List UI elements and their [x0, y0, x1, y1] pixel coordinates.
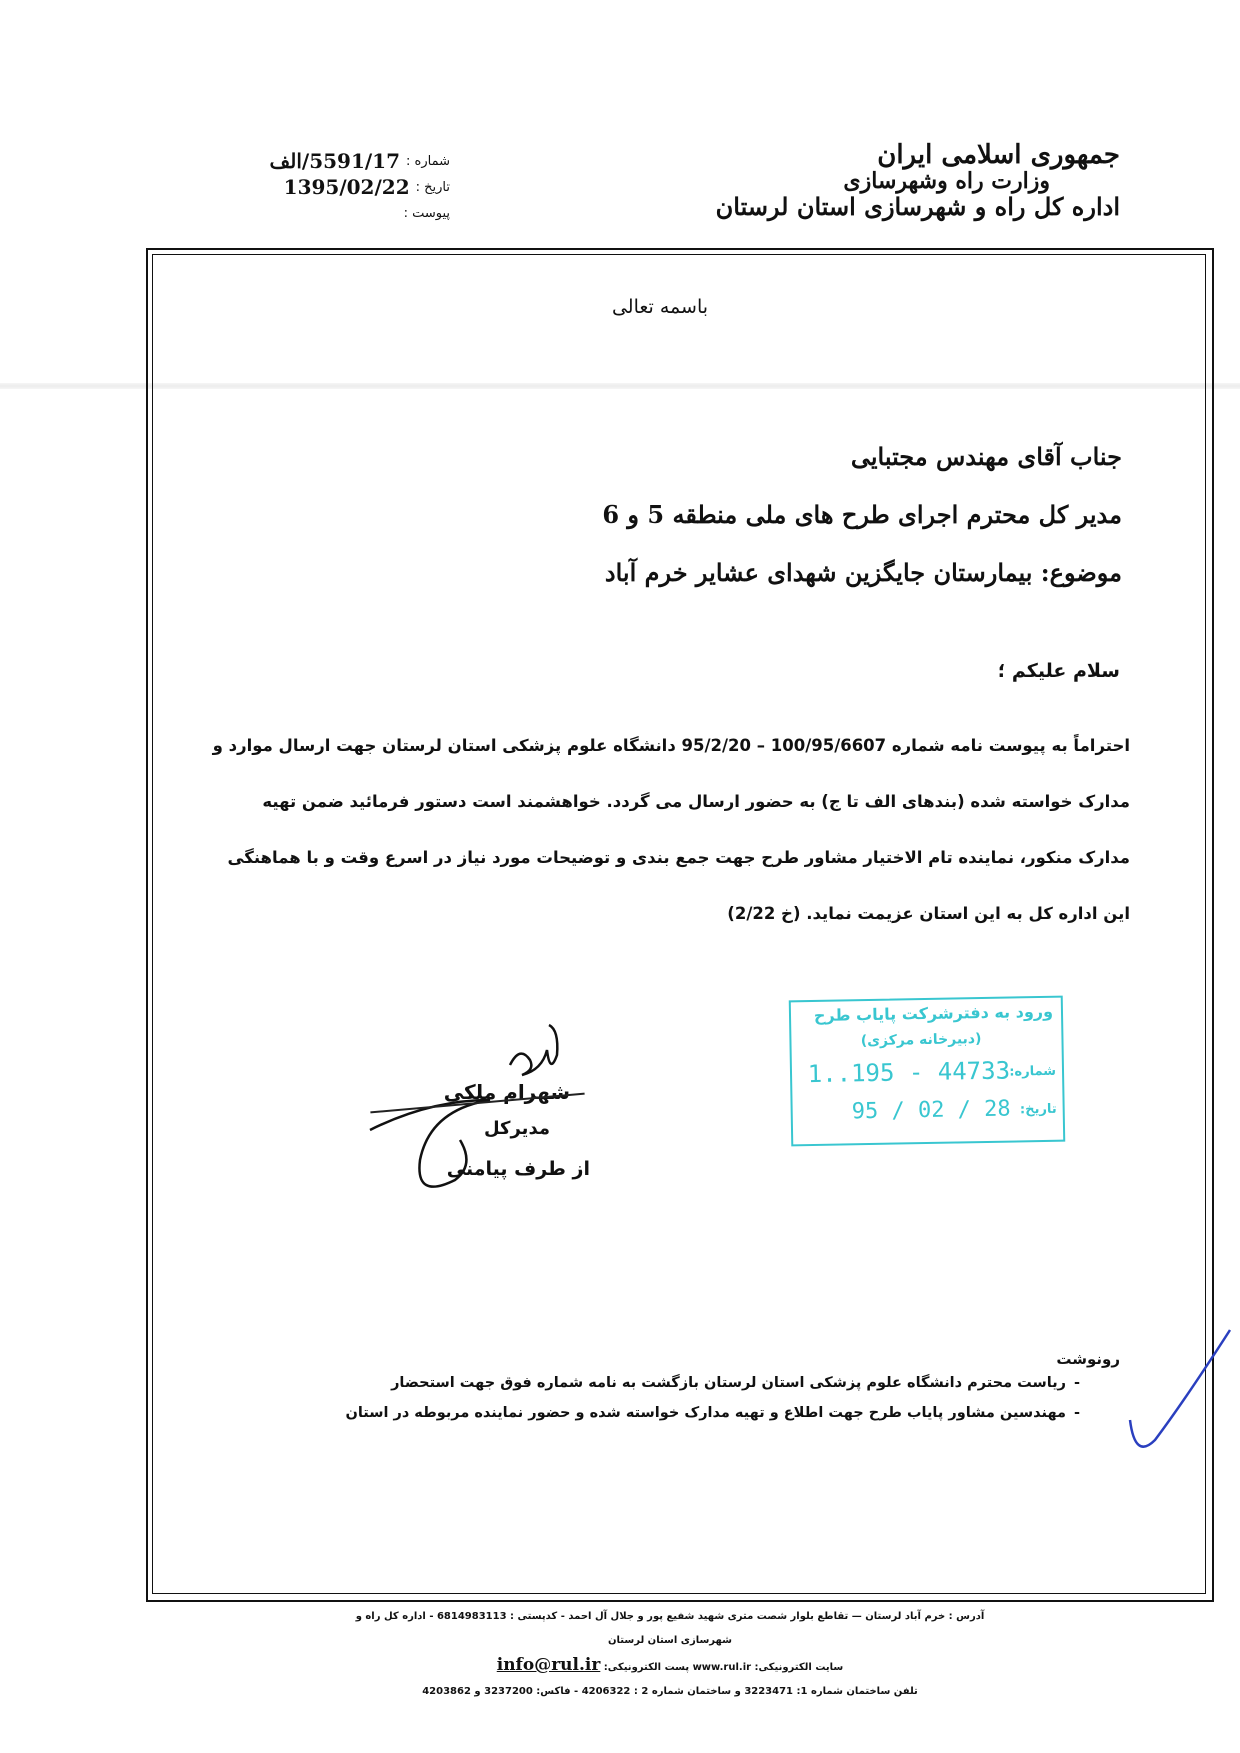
footer-website: سایت الکترونیکی: www.rul.ir پست الکترونیکی:: [603, 1662, 844, 1673]
footer-phones: تلفن ساختمان شماره 1: 3223471 و ساختمان شماره 2 : 4206322 - فاکس: 3237200 و 4203862: [422, 1686, 918, 1697]
signature-block: [360, 1040, 590, 1200]
meta-attachment-row: [250, 200, 450, 226]
signer-name: شهرام ملکی: [443, 1080, 570, 1104]
stamp-number-value: 1..195 - 44733: [807, 1056, 1011, 1089]
body-line: مدارک خواسته شده (بندهای الف تا ج) به حضور ارسال می گردد. خواهشمند است دستور فرمائید ضمن تهیه: [262, 792, 1130, 811]
letter-body: [212, 718, 1130, 942]
letterhead-country: جمهوری اسلامی ایران: [877, 140, 1120, 170]
recipient-title: مدیر کل محترم اجرای طرح های ملی منطقه 5 و 6: [602, 500, 1122, 529]
letter-meta: [250, 148, 450, 226]
signer-title: مدیرکل: [483, 1118, 550, 1139]
meta-number-row: [250, 148, 450, 174]
stamp-line2: (دبیرخانه مرکزی): [860, 1031, 982, 1050]
receipt-stamp: [789, 996, 1066, 1147]
stamp-date-label: تاریخ:: [1019, 1101, 1057, 1118]
blue-checkmark: [1100, 1300, 1240, 1460]
meta-attachment-label: پیوست :: [403, 205, 450, 221]
invocation: باسمه تعالی: [611, 296, 709, 318]
footer-address: آدرس : خرم آباد لرستان — تقاطع بلوار شصت متری شهید شفیع پور و جلال آل احمد - کدپستی : 6814983113 - اداره کل راه و شهرسازی استان لرستان: [355, 1611, 985, 1646]
greeting: سلام علیکم ؛: [997, 660, 1120, 682]
footer-email[interactable]: info@rul.ir: [496, 1655, 601, 1675]
cc-item-text: ریاست محترم دانشگاه علوم پزشکی استان لرستان بازگشت به نامه شماره فوق جهت استحضار: [391, 1375, 1066, 1391]
cc-item: -ریاست محترم دانشگاه علوم پزشکی استان لرستان بازگشت به نامه شماره فوق جهت استحضار: [391, 1375, 1080, 1391]
meta-date-value: 1395/02/22: [283, 175, 410, 199]
letterhead: [600, 140, 1120, 222]
stamp-date-value: 95 / 02 / 28: [851, 1096, 1011, 1125]
body-line: این اداره کل به این استان عزیمت نماید. (خ 2/22): [727, 904, 1130, 923]
stamp-number-label: شماره:: [1009, 1063, 1057, 1080]
stamp-line1: ورود به دفترشرکت پایاب طرح: [813, 1001, 1054, 1025]
footer: [330, 1605, 1010, 1704]
letterhead-ministry: وزارت راه وشهرسازی: [843, 168, 1050, 194]
letter-subject: موضوع: بیمارستان جایگزین شهدای عشایر خرم آباد: [604, 558, 1122, 587]
body-line: احتراماً به پیوست نامه شماره 100/95/6607 – 95/2/20 دانشگاه علوم پزشکی استان لرستان جهت ارسال موارد و: [212, 736, 1130, 755]
signer-on-behalf: از طرف پیامنی: [446, 1158, 590, 1180]
cc-item-text: مهندسین مشاور پایاب طرح جهت اطلاع و تهیه مدارک خواسته شده و حضور نماینده مربوطه در استان: [345, 1405, 1066, 1421]
cc-item: -مهندسین مشاور پایاب طرح جهت اطلاع و تهیه مدارک خواسته شده و حضور نماینده مربوطه در استان: [345, 1405, 1080, 1421]
footer-web-row: [330, 1653, 1010, 1680]
body-line: مدارک منکور، نماینده تام الاختیار مشاور طرح جهت جمع بندی و توضیحات مورد نیاز در اسرع وقت و با هماهنگی: [227, 848, 1130, 867]
meta-date-row: [250, 174, 450, 200]
meta-number-value: 5591/17/الف: [269, 149, 401, 173]
letterhead-department: اداره کل راه و شهرسازی استان لرستان: [715, 192, 1120, 221]
cc-title: رونوشت: [1056, 1350, 1120, 1368]
meta-date-label: تاریخ :: [415, 179, 450, 195]
recipient-block: [222, 428, 1122, 602]
carbon-copy-block: [170, 1350, 1120, 1428]
meta-number-label: شماره :: [406, 153, 450, 169]
recipient-name: جناب آقای مهندس مجتبایی: [850, 442, 1122, 471]
